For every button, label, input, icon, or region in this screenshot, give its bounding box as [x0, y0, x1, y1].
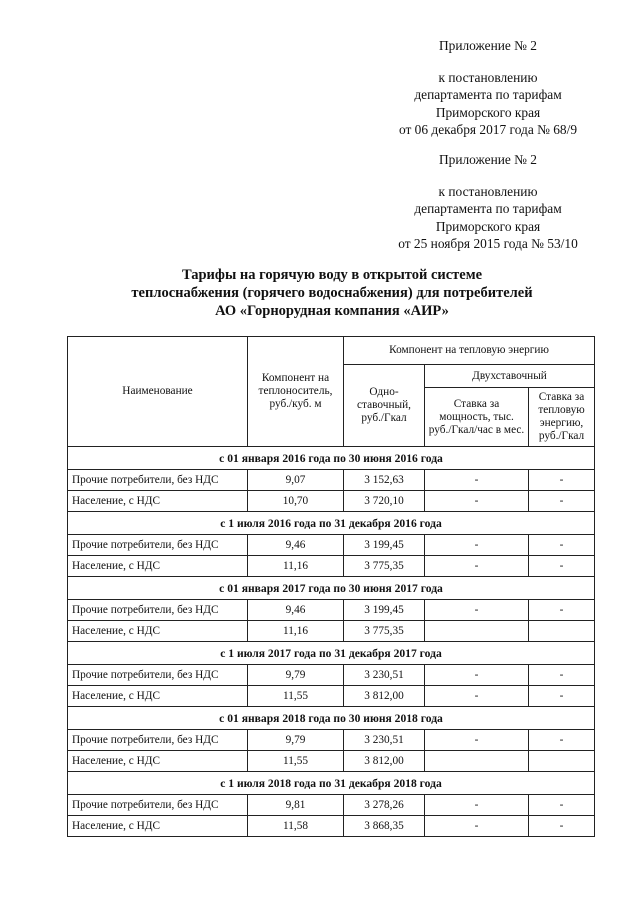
period-row: [68, 772, 595, 795]
title-line: АО «Горнорудная компания «АИР»: [215, 303, 449, 319]
single-rate-value-cell: 3 230,51: [344, 665, 425, 686]
carrier-value-cell: 9,46: [248, 600, 344, 621]
single-rate-value-cell: 3 812,00: [344, 686, 425, 707]
carrier-value-cell: 9,81: [248, 795, 344, 816]
period-row: [68, 577, 595, 600]
row-name-cell: Население, с НДС: [68, 556, 248, 577]
row-name-cell: Прочие потребители, без НДС: [68, 795, 248, 816]
carrier-value-cell: 11,55: [248, 751, 344, 772]
table-row: [68, 556, 595, 577]
table-row: [68, 491, 595, 512]
annex-header-current: [370, 37, 606, 139]
annex-line: департамента по тарифам: [414, 87, 562, 102]
annex-header-previous: [370, 151, 606, 253]
row-name-cell: Прочие потребители, без НДС: [68, 600, 248, 621]
energy-rate-value-cell: -: [529, 491, 595, 512]
period-label: с 01 января 2017 года по 30 июня 2017 года: [68, 577, 595, 600]
carrier-value-cell: 9,79: [248, 665, 344, 686]
energy-rate-value-cell: -: [529, 535, 595, 556]
period-row: [68, 707, 595, 730]
title-line: теплоснабжения (горячего водоснабжения) для потребителей: [131, 285, 533, 301]
table-row: [68, 470, 595, 491]
tariff-table: [67, 336, 595, 837]
table-row: [68, 665, 595, 686]
capacity-rate-value-cell: -: [425, 686, 529, 707]
header-name: Наименование: [68, 337, 248, 447]
energy-rate-value-cell: [529, 751, 595, 772]
capacity-rate-value-cell: -: [425, 600, 529, 621]
capacity-rate-value-cell: -: [425, 795, 529, 816]
single-rate-value-cell: 3 775,35: [344, 621, 425, 642]
row-name-cell: Население, с НДС: [68, 491, 248, 512]
capacity-rate-value-cell: -: [425, 665, 529, 686]
period-row: [68, 512, 595, 535]
annex-line: к постановлению: [438, 183, 538, 199]
table-row: [68, 621, 595, 642]
capacity-rate-value-cell: [425, 621, 529, 642]
carrier-value-cell: 9,79: [248, 730, 344, 751]
document-title: [120, 266, 544, 320]
annex-line: департамента по тарифам: [414, 201, 562, 216]
table-row: [68, 751, 595, 772]
annex-line: Приморского края: [435, 104, 541, 120]
row-name-cell: Прочие потребители, без НДС: [68, 665, 248, 686]
row-name-cell: Прочие потребители, без НДС: [68, 470, 248, 491]
carrier-value-cell: 9,07: [248, 470, 344, 491]
header-energy-rate: Ставка за тепловую энергию, руб./Гкал: [529, 388, 595, 447]
header-capacity-rate: Ставка за мощность, тыс. руб./Гкал/час в мес.: [425, 388, 529, 447]
header-carrier-component: Компонент на теплоноситель, руб./куб. м: [248, 337, 344, 447]
annex-number: Приложение № 2: [438, 152, 538, 167]
capacity-rate-value-cell: -: [425, 491, 529, 512]
energy-rate-value-cell: -: [529, 795, 595, 816]
single-rate-value-cell: 3 152,63: [344, 470, 425, 491]
period-label: с 01 января 2016 года по 30 июня 2016 года: [68, 447, 595, 470]
period-row: [68, 642, 595, 665]
annex-line: к постановлению: [438, 69, 538, 85]
table-row: [68, 816, 595, 837]
annex-line: Приморского края: [435, 218, 541, 234]
row-name-cell: Прочие потребители, без НДС: [68, 730, 248, 751]
period-label: с 1 июля 2018 года по 31 декабря 2018 года: [68, 772, 595, 795]
period-label: с 01 января 2018 года по 30 июня 2018 года: [68, 707, 595, 730]
capacity-rate-value-cell: -: [425, 816, 529, 837]
carrier-value-cell: 9,46: [248, 535, 344, 556]
energy-rate-value-cell: [529, 621, 595, 642]
energy-rate-value-cell: -: [529, 730, 595, 751]
carrier-value-cell: 11,16: [248, 556, 344, 577]
row-name-cell: Население, с НДС: [68, 816, 248, 837]
period-label: с 1 июля 2017 года по 31 декабря 2017 года: [68, 642, 595, 665]
carrier-value-cell: 11,55: [248, 686, 344, 707]
annex-line: от 06 декабря 2017 года № 68/9: [398, 122, 578, 137]
table-row: [68, 600, 595, 621]
header-two-rate: Двухставочный: [425, 365, 595, 388]
single-rate-value-cell: 3 199,45: [344, 535, 425, 556]
single-rate-value-cell: 3 199,45: [344, 600, 425, 621]
table-row: [68, 730, 595, 751]
energy-rate-value-cell: -: [529, 556, 595, 577]
period-row: [68, 447, 595, 470]
capacity-rate-value-cell: -: [425, 730, 529, 751]
energy-rate-value-cell: -: [529, 470, 595, 491]
capacity-rate-value-cell: -: [425, 535, 529, 556]
single-rate-value-cell: 3 868,35: [344, 816, 425, 837]
table-row: [68, 795, 595, 816]
table-row: [68, 535, 595, 556]
energy-rate-value-cell: -: [529, 816, 595, 837]
tariff-table-body: [68, 447, 595, 837]
header-thermal-component: Компонент на тепловую энергию: [344, 337, 595, 365]
row-name-cell: Прочие потребители, без НДС: [68, 535, 248, 556]
single-rate-value-cell: 3 812,00: [344, 751, 425, 772]
single-rate-value-cell: 3 278,26: [344, 795, 425, 816]
single-rate-value-cell: 3 720,10: [344, 491, 425, 512]
carrier-value-cell: 11,16: [248, 621, 344, 642]
energy-rate-value-cell: -: [529, 600, 595, 621]
row-name-cell: Население, с НДС: [68, 621, 248, 642]
carrier-value-cell: 11,58: [248, 816, 344, 837]
row-name-cell: Население, с НДС: [68, 751, 248, 772]
capacity-rate-value-cell: [425, 751, 529, 772]
header-single-rate: Одно-ставочный, руб./Гкал: [344, 365, 425, 447]
capacity-rate-value-cell: -: [425, 470, 529, 491]
energy-rate-value-cell: -: [529, 665, 595, 686]
energy-rate-value-cell: -: [529, 686, 595, 707]
period-label: с 1 июля 2016 года по 31 декабря 2016 года: [68, 512, 595, 535]
title-line: Тарифы на горячую воду в открытой системе: [181, 267, 483, 283]
single-rate-value-cell: 3 230,51: [344, 730, 425, 751]
annex-number: Приложение № 2: [438, 38, 538, 53]
carrier-value-cell: 10,70: [248, 491, 344, 512]
row-name-cell: Население, с НДС: [68, 686, 248, 707]
annex-line: от 25 ноября 2015 года № 53/10: [398, 236, 578, 251]
table-row: [68, 686, 595, 707]
capacity-rate-value-cell: -: [425, 556, 529, 577]
single-rate-value-cell: 3 775,35: [344, 556, 425, 577]
